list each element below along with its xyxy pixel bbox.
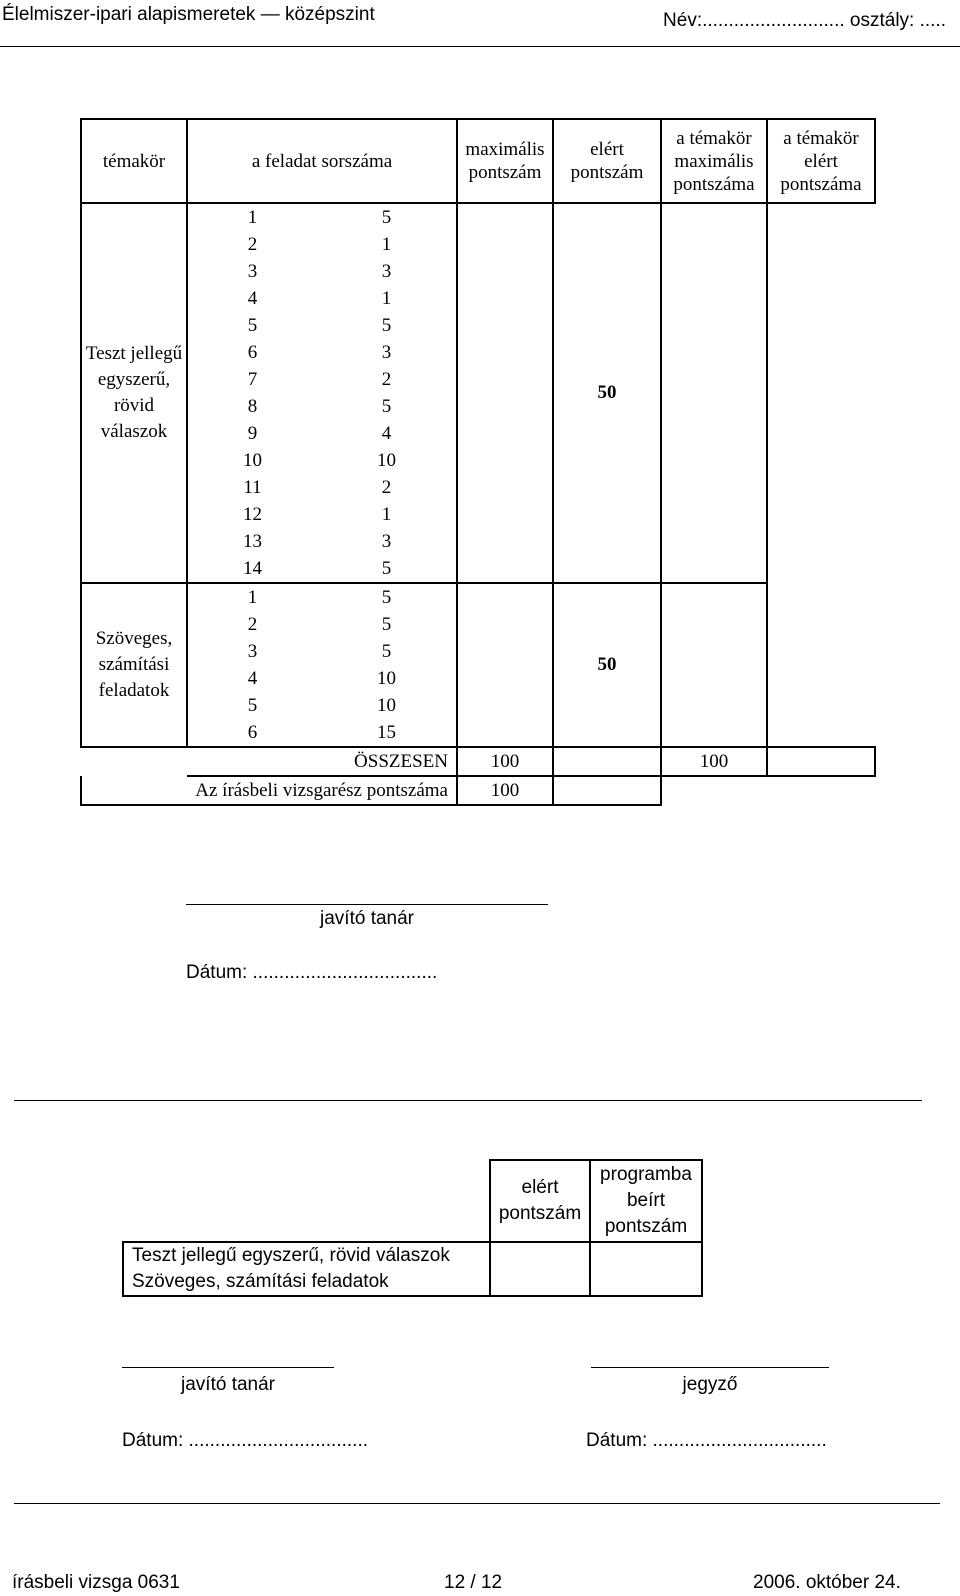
header-task-no: a feladat sorszáma [187, 119, 457, 203]
teacher-date-field: Dátum: .................................. [122, 1430, 368, 1451]
summary-header-achieved: elért pontszám [490, 1160, 590, 1242]
teacher-signature-line [122, 1367, 334, 1368]
footer-page: 12 / 12 [444, 1572, 503, 1593]
summary-row-label: Teszt jellegű egyszerű, rövid válaszok [123, 1242, 490, 1269]
footer-exam: írásbeli vizsga 0631 [12, 1572, 180, 1593]
task-number: 9 [247, 422, 258, 444]
header-title: Élelmiszer-ipari alapismeretek — középszint [2, 4, 375, 25]
task-achieved-score [457, 611, 553, 638]
task-number: 13 [243, 530, 262, 552]
task-max-score: 1 [317, 285, 457, 312]
task-achieved-score [457, 665, 553, 692]
total-row [81, 747, 875, 776]
task-achieved-score [457, 339, 553, 366]
written-label: Az írásbeli vizsgarész pontszáma [81, 776, 457, 805]
topic-cell: Teszt jellegű egyszerű, rövid válaszok [81, 203, 187, 583]
task-max-score: 5 [317, 583, 457, 611]
clerk-label: jegyző [682, 1374, 738, 1395]
task-number: 7 [247, 368, 258, 390]
task-number: 1 [247, 586, 258, 608]
clerk-signature-line [591, 1367, 829, 1368]
score-header-row [81, 119, 875, 203]
task-number: 12 [243, 503, 262, 525]
summary-row [123, 1269, 702, 1296]
topic-achieved-score [661, 583, 767, 747]
task-achieved-score [457, 366, 553, 393]
task-number: 3 [247, 640, 258, 662]
task-achieved-score [457, 474, 553, 501]
written-max-score: 100 [457, 776, 553, 805]
task-achieved-score [457, 203, 553, 231]
task-achieved-score [457, 583, 553, 611]
score-table [80, 118, 876, 806]
task-achieved-score [457, 231, 553, 258]
task-number: 8 [247, 395, 258, 417]
task-number: 11 [243, 476, 262, 498]
task-number: 6 [247, 341, 258, 363]
task-max-score: 3 [317, 339, 457, 366]
task-max-score: 5 [317, 611, 457, 638]
task-max-score: 5 [317, 638, 457, 665]
topic-achieved-score [661, 203, 767, 583]
task-max-score: 10 [317, 692, 457, 719]
signature-line [186, 904, 548, 905]
summary-program-cell [590, 1242, 702, 1269]
task-row [81, 203, 875, 231]
task-achieved-score [457, 420, 553, 447]
task-max-score: 5 [317, 203, 457, 231]
task-max-score: 1 [317, 501, 457, 528]
summary-program-cell [590, 1269, 702, 1296]
task-max-score: 5 [317, 312, 457, 339]
header-topic-max: a témakör maximális pontszáma [661, 119, 767, 203]
total-label: ÖSSZESEN [187, 747, 457, 776]
topic-max-score: 50 [553, 583, 661, 747]
task-achieved-score [457, 692, 553, 719]
task-number: 14 [187, 555, 317, 583]
total-topic-max: 100 [661, 747, 767, 776]
summary-table [122, 1159, 703, 1297]
task-achieved-score [457, 638, 553, 665]
task-number: 4 [247, 287, 258, 309]
task-number: 6 [247, 721, 258, 743]
topic-max-score: 50 [553, 203, 661, 583]
summary-achieved-cell [490, 1269, 590, 1296]
task-max-score: 1 [317, 231, 457, 258]
task-achieved-score [457, 501, 553, 528]
task-max-score: 10 [317, 447, 457, 474]
task-max-score: 2 [317, 366, 457, 393]
clerk-date-field: Dátum: ................................. [586, 1430, 827, 1451]
task-number: 1 [247, 206, 258, 228]
task-number: 2 [247, 613, 258, 635]
footer-date: 2006. október 24. [753, 1572, 901, 1593]
task-number: 10 [243, 449, 262, 471]
date-field: Dátum: ................................... [186, 962, 438, 983]
task-achieved-score [457, 719, 553, 747]
task-max-score: 4 [317, 420, 457, 447]
footer-rule [14, 1503, 940, 1504]
task-max-score: 2 [317, 474, 457, 501]
summary-header-program: programba beírt pontszám [590, 1160, 702, 1242]
summary-row-label: Szöveges, számítási feladatok [123, 1269, 490, 1296]
task-achieved-score [457, 312, 553, 339]
header-topic-achieved: a témakör elért pontszáma [767, 119, 875, 203]
task-achieved-score [457, 393, 553, 420]
header-max: maximális pontszám [457, 119, 553, 203]
header-topic: témakör [81, 119, 187, 203]
task-achieved-score [457, 555, 553, 583]
header-achieved: elért pontszám [553, 119, 661, 203]
summary-row [123, 1242, 702, 1269]
header-name-class: Név:........................... osztály: ..... [663, 10, 946, 31]
section-separator [14, 1100, 922, 1101]
teacher-label: javító tanár [181, 1374, 275, 1395]
task-max-score: 5 [317, 555, 457, 583]
task-number: 4 [247, 667, 258, 689]
task-max-score: 5 [317, 393, 457, 420]
task-max-score: 3 [317, 528, 457, 555]
task-max-score: 10 [317, 665, 457, 692]
topic-cell: Szöveges, számítási feladatok [81, 583, 187, 747]
task-achieved-score [457, 447, 553, 474]
task-number: 5 [247, 694, 258, 716]
task-number: 2 [247, 233, 258, 255]
total-achieved-score [553, 747, 661, 776]
task-max-score: 15 [317, 719, 457, 747]
summary-achieved-cell [490, 1242, 590, 1269]
total-max-score: 100 [457, 747, 553, 776]
task-max-score: 3 [317, 258, 457, 285]
header-rule [0, 46, 960, 47]
task-achieved-score [457, 528, 553, 555]
task-number: 5 [247, 314, 258, 336]
task-achieved-score [457, 285, 553, 312]
spacer-cell [81, 747, 187, 776]
written-row [81, 776, 875, 805]
task-number: 3 [247, 260, 258, 282]
teacher-label: javító tanár [320, 908, 414, 929]
written-achieved-score [553, 776, 661, 805]
task-achieved-score [457, 258, 553, 285]
task-row [81, 583, 875, 611]
total-topic-achieved [767, 747, 875, 776]
